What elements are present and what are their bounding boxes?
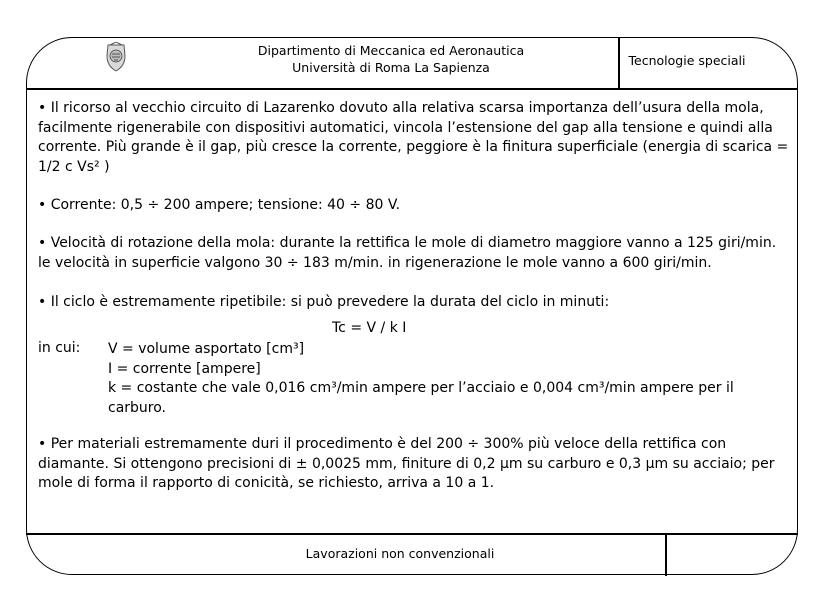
paragraph-cycle: • Il ciclo è estremamente ripetibile: si può prevedere la durata del ciclo in minuti: (38, 294, 610, 310)
paragraph-lazarenko: • Il ricorso al vecchio circuito di Lazarenko dovuto alla relativa scarsa importanza dell’usura della mola, facilmente rigenerabile con dispositivi automatici, vincola l’estensione del gap alla tensione e quindi alla corrente. Più grande è il gap, più cresce la corrente, peggiore è la finitura superficiale (energia di scarica = 1/2 c Vs² ) (38, 100, 789, 175)
definition-k: k = costante che vale 0,016 cm³/min ampere per l’acciaio e 0,004 cm³/min ampere per il carburo. (108, 380, 734, 416)
header-divider (26, 88, 798, 90)
cycle-formula: Tc = V / k I (332, 320, 407, 336)
university-name: Università di Roma La Sapienza (292, 60, 490, 75)
footer-separator (665, 534, 667, 576)
paragraph-speed: • Velocità di rotazione della mola: durante la rettifica le mole di diametro maggiore vanno a 125 giri/min. le velocità in superficie valgono 30 ÷ 183 m/min. in rigenerazione le mole vanno a 600 giri/min. (38, 235, 777, 271)
university-seal-icon (104, 42, 128, 74)
course-title: Tecnologie speciali (628, 53, 746, 68)
footer-divider (26, 533, 798, 535)
in-cui-label: in cui: (38, 340, 81, 356)
department-name: Dipartimento di Meccanica ed Aeronautica (257, 43, 525, 58)
paragraph-hard-materials: • Per materiali estremamente duri il procedimento è del 200 ÷ 300% più veloce della rettifica con diamante. Si ottengono precisioni di ± 0,0025 mm, finiture di 0,2 µm su carburo e 0,3 µm su acciaio; per mole di forma il rapporto di conicità, se richiesto, arriva a 10 a 1. (38, 436, 775, 491)
footer-title: Lavorazioni non convenzionali (305, 546, 495, 561)
paragraph-current: • Corrente: 0,5 ÷ 200 ampere; tensione: 40 ÷ 80 V. (38, 197, 401, 213)
header-institution (232, 42, 550, 76)
formula-definitions (108, 340, 768, 418)
definition-v: V = volume asportato [cm³] (108, 341, 305, 357)
definition-i: I = corrente [ampere] (108, 360, 261, 377)
